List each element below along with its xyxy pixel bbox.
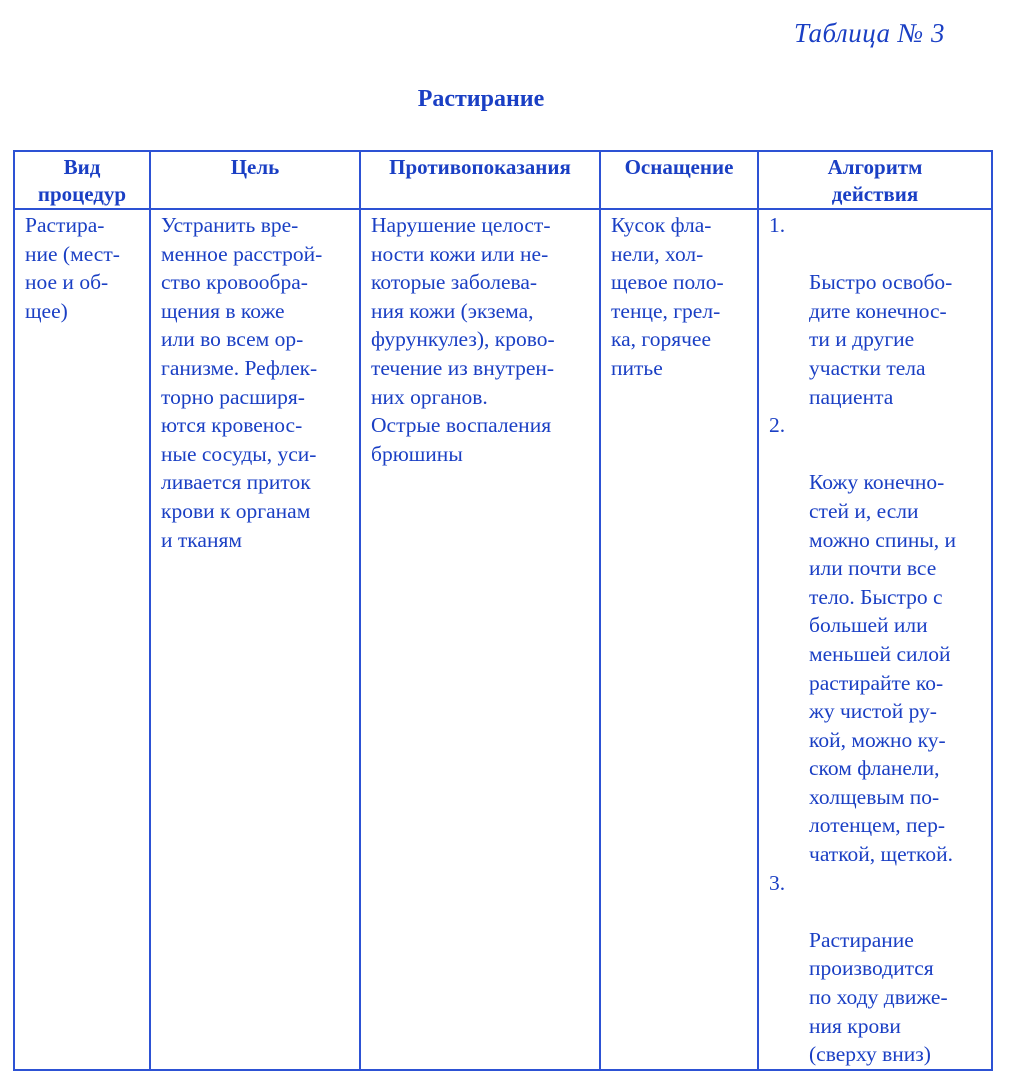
cell-procedure-type: Растира- ние (мест- ное и об- щее) <box>14 209 150 1070</box>
cell-contraindications: Нарушение целост- ности кожи или не- которые заболева- ния кожи (экзема, фурункулез), крово- течение из внутрен- них органов. Острые воспаления брюшины <box>360 209 600 1070</box>
algorithm-steps <box>769 211 981 1069</box>
table-header-row <box>14 151 992 209</box>
step-text: Кожу конечно- стей и, если можно спины, и или почти все тело. Быстро с большей или меньшей силой растирайте ко- жу чистой ру- кой, можно ку- ском фланели, холщевым по- лотенцем, пер- чаткой, щеткой. <box>809 470 957 867</box>
column-header-goal: Цель <box>150 151 360 209</box>
step-number: 1. <box>769 213 786 237</box>
algorithm-step <box>769 869 981 1069</box>
algorithm-step <box>769 411 981 869</box>
column-header-equipment: Оснащение <box>600 151 758 209</box>
cell-equipment: Кусок фла- нели, хол- щевое поло- тенце, грел- ка, горячее питье <box>600 209 758 1070</box>
document-title: Растирание <box>417 86 545 112</box>
step-text: Быстро освобо- дите конечнос- ти и другие участки тела пациента <box>809 270 953 409</box>
cell-goal: Устранить вре- менное расстрой- ство кровообра- щения в коже или во всем ор- ганизме. Рефлек- торно расширя- ются кровенос- ные сосуды, уси- ливается приток крови к органам и тканям <box>150 209 360 1070</box>
table-number: Таблица № 3 <box>793 18 945 48</box>
column-header-contraindications: Противопоказания <box>360 151 600 209</box>
step-text: Растирание производится по ходу движе- ния крови (сверху вниз) <box>809 927 948 1067</box>
column-header-algorithm: Алгоритм действия <box>758 151 992 209</box>
table-row <box>14 209 992 1070</box>
step-number: 2. <box>769 413 786 438</box>
procedure-table <box>13 150 993 1071</box>
cell-algorithm <box>758 209 992 1070</box>
step-number: 3. <box>769 870 786 895</box>
algorithm-step <box>769 211 981 411</box>
column-header-type: Вид процедур <box>14 151 150 209</box>
